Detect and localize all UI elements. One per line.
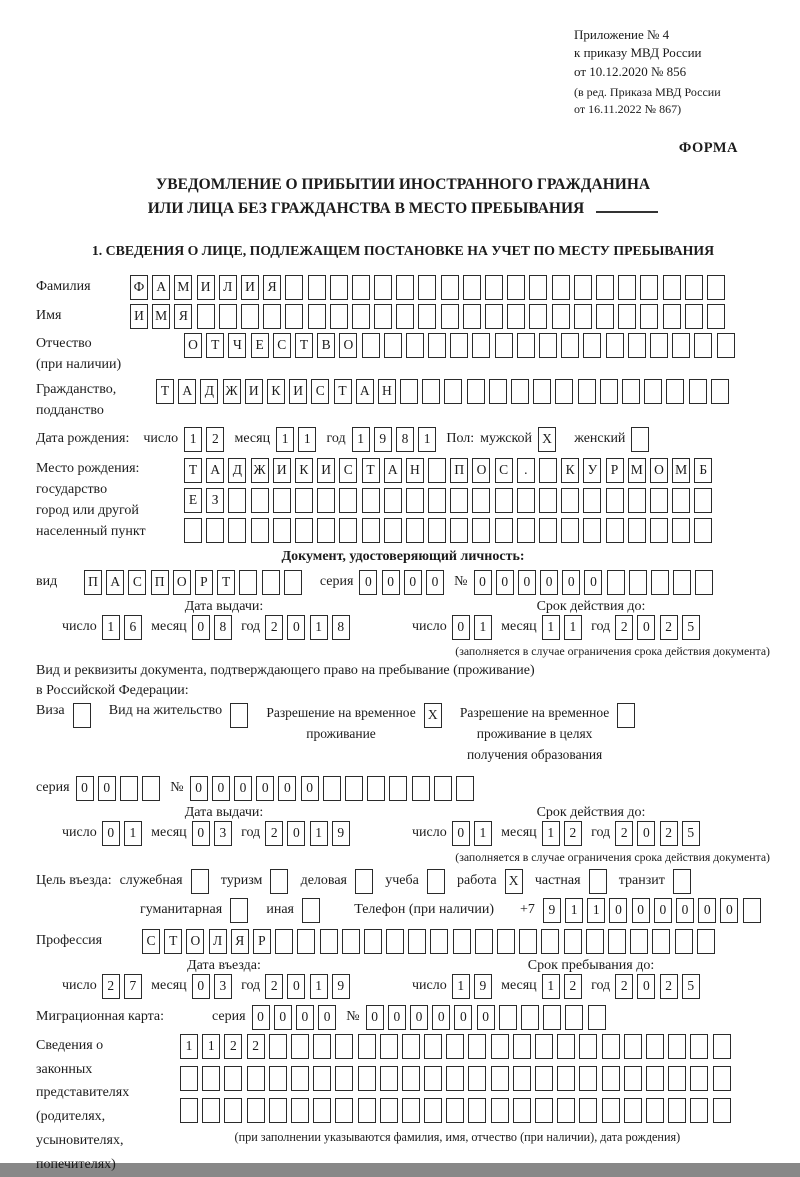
- stay-number-label: №: [170, 780, 184, 796]
- id-doc-valid-title: Срок действия до:: [536, 598, 646, 614]
- sex-male-checkbox: X: [538, 427, 560, 452]
- purpose-transit-checkbox: [673, 869, 695, 894]
- sex-female-checkbox: [631, 427, 653, 452]
- purpose-label: Цель въезда:: [36, 873, 112, 889]
- appendix-line-1: Приложение № 4: [574, 27, 670, 42]
- entry-year: 2 0 1 9: [265, 974, 354, 999]
- purpose-work-checkbox: X: [505, 869, 527, 894]
- stay-issue-year: 2 0 1 9: [265, 821, 354, 846]
- stay-issue-month: 0 3: [192, 821, 236, 846]
- appendix-line-3: от 10.12.2020 № 856: [574, 63, 687, 79]
- birth-date-label: Дата рождения:: [36, 431, 130, 447]
- id-doc-series-boxes: 0 0 0 0: [359, 570, 448, 595]
- birth-date-row: [36, 427, 770, 452]
- citizenship-boxes: Т А Д Ж И К И С Т А Н: [156, 379, 733, 404]
- representatives-boxes: [180, 1034, 735, 1145]
- stay-until-day: 1 9: [452, 974, 496, 999]
- purpose-row-1: Цель въезда: служебная туризм деловая учеба работа X частная транзит: [36, 869, 770, 894]
- stay-issue-day: 0 1: [102, 821, 146, 846]
- purpose-study-checkbox: [427, 869, 449, 894]
- stay-series-boxes: 0 0: [76, 776, 165, 801]
- patronymic-boxes: О Т Ч Е С Т В О: [184, 333, 739, 358]
- phone-label: Телефон (при наличии): [354, 902, 494, 918]
- phone-prefix: +7: [520, 902, 535, 918]
- purpose-row-2: гуманитарная иная Телефон (при наличии) +7 9 1 1 0 0 0 0 0 0: [36, 898, 770, 923]
- option-temp-residence-education: Разрешение на временное проживание в целях получения образования: [460, 703, 640, 766]
- patronymic-note: (при наличии): [36, 356, 122, 372]
- representatives-row3: [180, 1098, 735, 1123]
- given-name-label: Имя: [36, 308, 62, 324]
- amendment-line-2: от 16.11.2022 № 867): [574, 102, 682, 117]
- option-temp-residence: Разрешение на временное проживание X: [266, 703, 446, 745]
- stay-until-year: 2 0 2 5: [615, 974, 704, 999]
- birth-place-row2: Е З: [184, 488, 717, 513]
- migration-card-label: Миграционная карта:: [36, 1009, 165, 1025]
- form-title-line2: ИЛИ ЛИЦА БЕЗ ГРАЖДАНСТВА В МЕСТО ПРЕБЫВАНИЯ: [147, 199, 585, 217]
- profession-row: [36, 929, 770, 954]
- entry-month: 0 3: [192, 974, 236, 999]
- option-residence-permit: Вид на жительство: [109, 703, 253, 728]
- id-valid-month: 1 1: [542, 615, 586, 640]
- stay-doc-dates-row: [36, 821, 770, 846]
- citizenship-row: [36, 379, 770, 421]
- stay-doc-date-headers: [36, 805, 770, 821]
- patronymic-label: Отчество (при наличии): [36, 333, 184, 375]
- birth-place-label: Место рождения: государство город или другой населенный пункт: [36, 460, 146, 539]
- stay-until-month: 1 2: [542, 974, 586, 999]
- birth-place-row1: Т А Д Ж И К И С Т А Н П О С . К У Р М О М Б: [184, 458, 717, 483]
- entry-date: число 2 7 месяц 0 3 год 2 0 1 9: [36, 974, 412, 999]
- given-name-row: [36, 304, 770, 329]
- stay-valid-day: 0 1: [452, 821, 496, 846]
- birth-place-row3: [184, 518, 717, 543]
- id-valid-year: 2 0 2 5: [615, 615, 704, 640]
- id-issue-month: 0 8: [192, 615, 236, 640]
- birth-place-block: [36, 458, 770, 543]
- stay-valid-year: 2 0 2 5: [615, 821, 704, 846]
- representatives-note: (при заполнении указываются фамилия, имя, отчество (при наличии), дата рождения): [234, 1129, 681, 1144]
- id-doc-heading: Документ, удостоверяющий личность:: [281, 548, 525, 564]
- stay-until-title: Срок пребывания до:: [527, 957, 655, 973]
- surname-boxes: Ф А М И Л И Я: [130, 275, 729, 300]
- citizenship-label: Гражданство, подданство: [36, 381, 117, 418]
- entry-date-headers: [36, 958, 770, 974]
- id-issue-day: 1 6: [102, 615, 146, 640]
- id-doc-valid-date: число 0 1 месяц 1 1 год 2 0 2 5: [412, 615, 704, 640]
- representatives-row2: [180, 1066, 735, 1091]
- migration-series-label: серия: [212, 1009, 246, 1025]
- representatives-label: Сведения о законных представителях (родителях, усыновителях, попечителях): [36, 1037, 130, 1172]
- migration-card-row: [36, 1005, 770, 1030]
- phone-boxes: 9 1 1 0 0 0 0 0 0: [543, 898, 765, 923]
- stay-number-boxes: 0 0 0 0 0 0: [190, 776, 478, 801]
- year-label: год: [326, 431, 346, 447]
- form-word: ФОРМА: [678, 139, 738, 156]
- form-title-line1: УВЕДОМЛЕНИЕ О ПРИБЫТИИ ИНОСТРАННОГО ГРАЖДАНИНА: [155, 175, 651, 193]
- temp-residence-checkbox: X: [424, 703, 446, 728]
- patronymic-row: [36, 333, 770, 375]
- stay-series-label: серия: [36, 780, 70, 796]
- entry-dates-row: [36, 974, 770, 999]
- id-doc-issue-title: Дата выдачи:: [184, 598, 264, 614]
- id-doc-row: [36, 570, 770, 595]
- stay-valid-date: число 0 1 месяц 1 2 год 2 0 2 5: [412, 821, 704, 846]
- surname-row: [36, 275, 770, 300]
- purpose-private-checkbox: [589, 869, 611, 894]
- id-doc-issue-date: число 1 6 месяц 0 8 год 2 0 1 8: [36, 615, 412, 640]
- representatives-row1: 1 1 2 2: [180, 1034, 735, 1059]
- migration-number-boxes: 0 0 0 0 0 0: [366, 1005, 610, 1030]
- entry-date-title: Дата въезда:: [187, 957, 261, 973]
- id-doc-kind-label: вид: [36, 574, 58, 590]
- birth-month-boxes: 1 1: [276, 427, 320, 452]
- stay-valid-title: Срок действия до:: [536, 804, 646, 820]
- purpose-humanitarian-checkbox: [230, 898, 252, 923]
- stay-doc-series-row: [36, 776, 770, 801]
- title-underline: [596, 211, 658, 213]
- migration-number-label: №: [346, 1009, 360, 1025]
- stay-issue-date: число 0 1 месяц 0 3 год 2 0 1 9: [36, 821, 412, 846]
- birth-year-boxes: 1 9 8 1: [352, 427, 441, 452]
- id-issue-year: 2 0 1 8: [265, 615, 354, 640]
- id-doc-dates-row: [36, 615, 770, 640]
- stay-doc-valid-note: (заполняется в случае ограничения срока действия документа): [455, 849, 770, 864]
- stay-doc-line2: в Российской Федерации:: [36, 682, 189, 698]
- temp-residence-education-checkbox: [617, 703, 639, 728]
- representatives-block: [36, 1034, 770, 1177]
- stay-until-date: число 1 9 месяц 1 2 год 2 0 2 5: [412, 974, 704, 999]
- option-visa: Виза: [36, 703, 95, 728]
- stay-issue-title: Дата выдачи:: [184, 804, 264, 820]
- form-title: [36, 173, 770, 221]
- purpose-tourism-checkbox: [270, 869, 292, 894]
- id-doc-date-headers: [36, 599, 770, 615]
- day-label: число: [143, 431, 179, 447]
- birth-place-boxes: [184, 458, 717, 543]
- profession-boxes: С Т О Л Я Р: [142, 929, 719, 954]
- appendix-block: [574, 26, 770, 118]
- residence-permit-checkbox: [230, 703, 252, 728]
- amendment-block: [574, 84, 770, 118]
- id-doc-kind-boxes: П А С П О Р Т: [84, 570, 306, 595]
- entry-day: 2 7: [102, 974, 146, 999]
- section1-heading: 1. СВЕДЕНИЯ О ЛИЦЕ, ПОДЛЕЖАЩЕМ ПОСТАНОВКЕ НА УЧЕТ ПО МЕСТУ ПРЕБЫВАНИЯ: [91, 242, 715, 258]
- month-label: месяц: [234, 431, 271, 447]
- purpose-commercial-checkbox: [355, 869, 377, 894]
- id-doc-number-label: №: [454, 574, 468, 590]
- migration-series-boxes: 0 0 0 0: [252, 1005, 341, 1030]
- stay-valid-month: 1 2: [542, 821, 586, 846]
- amendment-line-1: (в ред. Приказа МВД России: [574, 85, 721, 100]
- profession-label: Профессия: [36, 933, 103, 949]
- sex-female-label: женский: [574, 431, 626, 447]
- appendix-line-2: к приказу МВД России: [574, 45, 702, 61]
- purpose-other-checkbox: [302, 898, 324, 923]
- id-doc-number-boxes: 0 0 0 0 0 0: [474, 570, 718, 595]
- sex-male-label: мужской: [480, 431, 533, 447]
- stay-doc-options-row: [36, 703, 770, 766]
- sex-label: Пол:: [446, 431, 475, 447]
- given-name-boxes: И М Я: [130, 304, 729, 329]
- birth-day-boxes: 1 2: [184, 427, 228, 452]
- id-doc-series-label: серия: [319, 574, 354, 590]
- form-title-line2-wrap: [36, 197, 770, 221]
- surname-label: Фамилия: [36, 279, 91, 295]
- visa-checkbox: [73, 703, 95, 728]
- id-doc-valid-note: (заполняется в случае ограничения срока действия документа): [455, 643, 770, 658]
- purpose-business-checkbox: [191, 869, 213, 894]
- id-valid-day: 0 1: [452, 615, 496, 640]
- stay-doc-line1: Вид и реквизиты документа, подтверждающего право на пребывание (проживание): [36, 662, 535, 678]
